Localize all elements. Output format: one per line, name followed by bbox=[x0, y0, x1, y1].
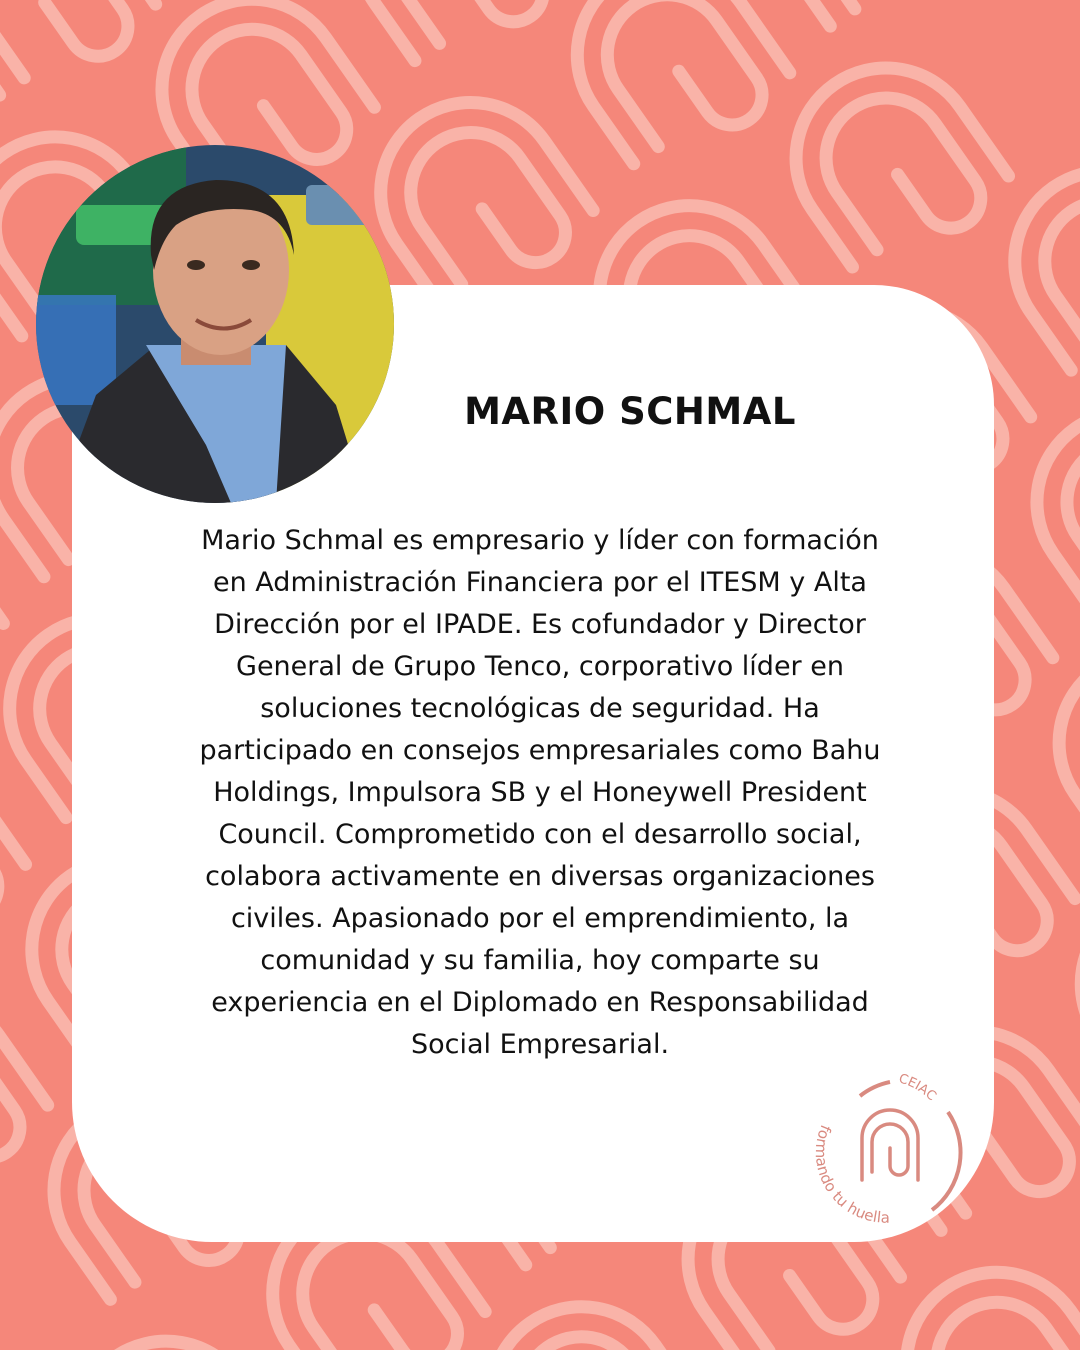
speaker-name: MARIO SCHMAL bbox=[464, 390, 796, 433]
brand-tagline: formando tu huella bbox=[811, 1122, 890, 1227]
speaker-bio: Mario Schmal es empresario y líder con formación en Administración Financiera por el ITESM y Alta Dirección por el IPADE. Es cofundador y Director General de Grupo Tenco, corporativo líder en soluciones tecnológicas de seguridad. Ha participado en consejos empresariales como Bahu Holdings, Impulsora SB y el Honeywell President Council. Comprometido con el desarrollo social, colabora activamente en diversas organizaciones civiles. Apasionado por el emprendimiento, la comunidad y su familia, hoy comparte su experiencia en el Diplomado en Responsabilidad Social Empresarial. bbox=[199, 525, 881, 1060]
ceiac-seal bbox=[808, 1072, 968, 1232]
brand-logo-text: CEIAC bbox=[896, 1072, 939, 1105]
speaker-photo bbox=[36, 145, 394, 503]
fingerprint-arch-icon bbox=[862, 1110, 918, 1180]
svg-text:formando tu huella bbox=[812, 1122, 890, 1226]
svg-text:CEIAC bbox=[897, 1072, 939, 1104]
